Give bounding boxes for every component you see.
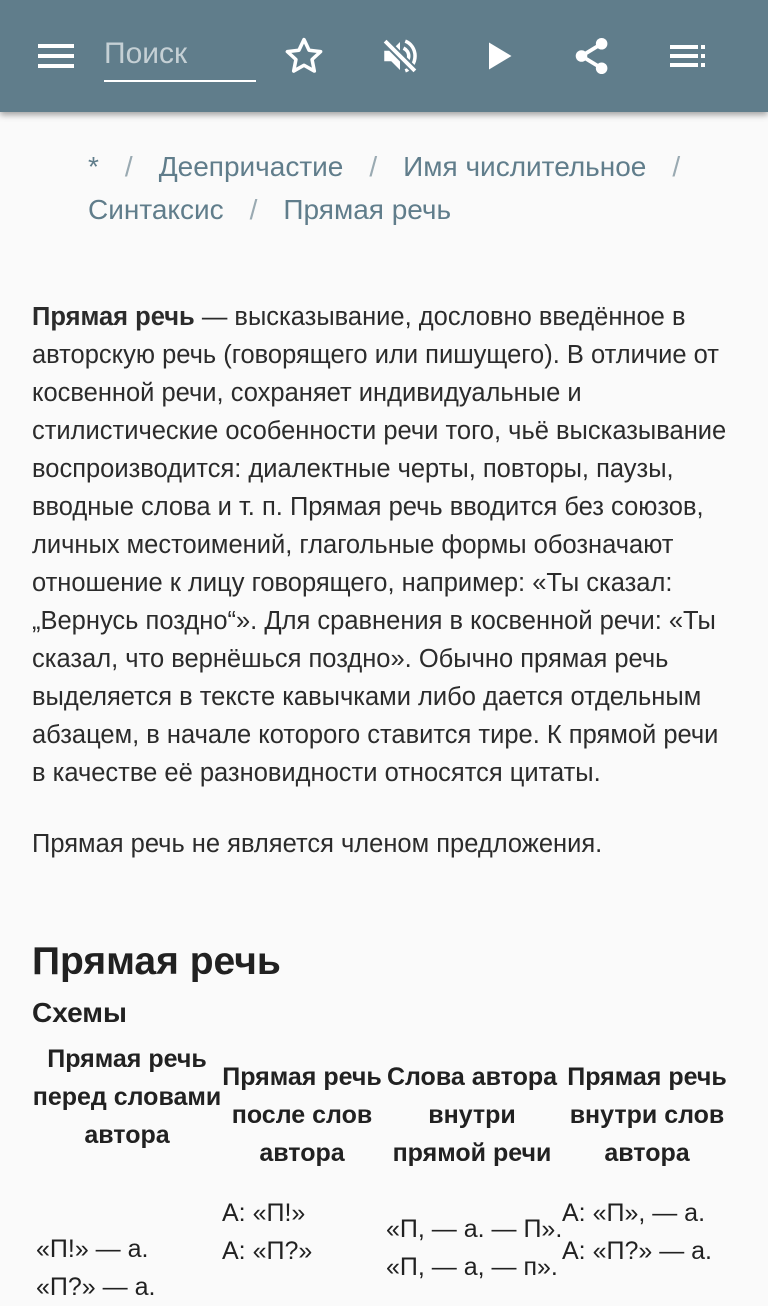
play-button[interactable] [466,24,530,88]
breadcrumb-separator: / [672,151,681,182]
note-paragraph: Прямая речь не является членом предложения. [32,830,603,858]
table-header: Прямая речь внутри слов автора [567,1063,727,1167]
table-cell: А: «П?» [222,1237,313,1265]
breadcrumb-separator: / [249,194,258,225]
table-header: Слова автора внутри прямой речи [386,1063,558,1167]
table-header: Прямая речь после слов автора [222,1063,382,1167]
term: Прямая речь [32,303,195,331]
breadcrumb-item-syntax[interactable]: Синтаксис [88,194,224,225]
share-icon [571,35,613,77]
breadcrumb-item-participle[interactable]: Деепричастие [158,151,344,182]
breadcrumb [88,145,728,231]
intro-text: — высказывание, дословно введённое в авторскую речь (говорящего или пишущего). В отличие от косвенной речи, сохраняет индивидуальные и стилистические особенности речи того, чьё высказывание воспроизводится: диалектные черты, повторы, паузы, вводные слова и т. п. Прямая речь вводится без союзов, личных местоимений, глагольные формы обозначают отношение к лицу говорящего, например: «Ты сказал: „Вернусь поздно“». Для сравнения в косвенной речи: «Ты сказал, что вернёшься поздно». Обычно прямая речь выделяется в тексте кавычками либо дается отдельным абзацем, в начале которого ставится тире. К прямой речи в качестве её разновидности относятся цитаты. [32,303,727,787]
table-cell: «П!» — а. [36,1235,149,1263]
table-cell: «П, — а, — п». [386,1253,558,1281]
menu-button[interactable] [24,24,88,88]
favorite-button[interactable] [272,24,336,88]
article-body [32,298,736,863]
intro-paragraph [32,298,736,792]
mute-button[interactable] [368,24,432,88]
play-icon [480,38,516,74]
breadcrumb-item-direct-speech[interactable]: Прямая речь [283,194,452,225]
subsection-heading: Схемы [32,997,127,1028]
table-header: Прямая речь перед словами автора [32,1045,222,1149]
section-heading: Прямая речь [32,940,281,983]
table-cell: А: «П», — а. [562,1199,706,1227]
table-cell: «П?» — а. [36,1273,156,1301]
breadcrumb-separator: / [124,151,133,182]
list-icon [668,41,708,71]
table-cell: А: «П?» — а. [562,1237,712,1265]
app-toolbar [0,0,768,112]
share-button[interactable] [560,24,624,88]
volume-off-icon [379,35,421,77]
contents-button[interactable] [656,24,720,88]
search-input[interactable] [104,28,256,82]
table-cell: А: «П!» [222,1199,306,1227]
table-cell: «П, — а. — П». [386,1215,563,1243]
star-icon [283,35,325,77]
menu-icon [36,41,76,71]
breadcrumb-separator: / [369,151,378,182]
breadcrumb-item-home[interactable]: * [88,151,99,182]
breadcrumb-item-numeral[interactable]: Имя числительное [403,151,647,182]
